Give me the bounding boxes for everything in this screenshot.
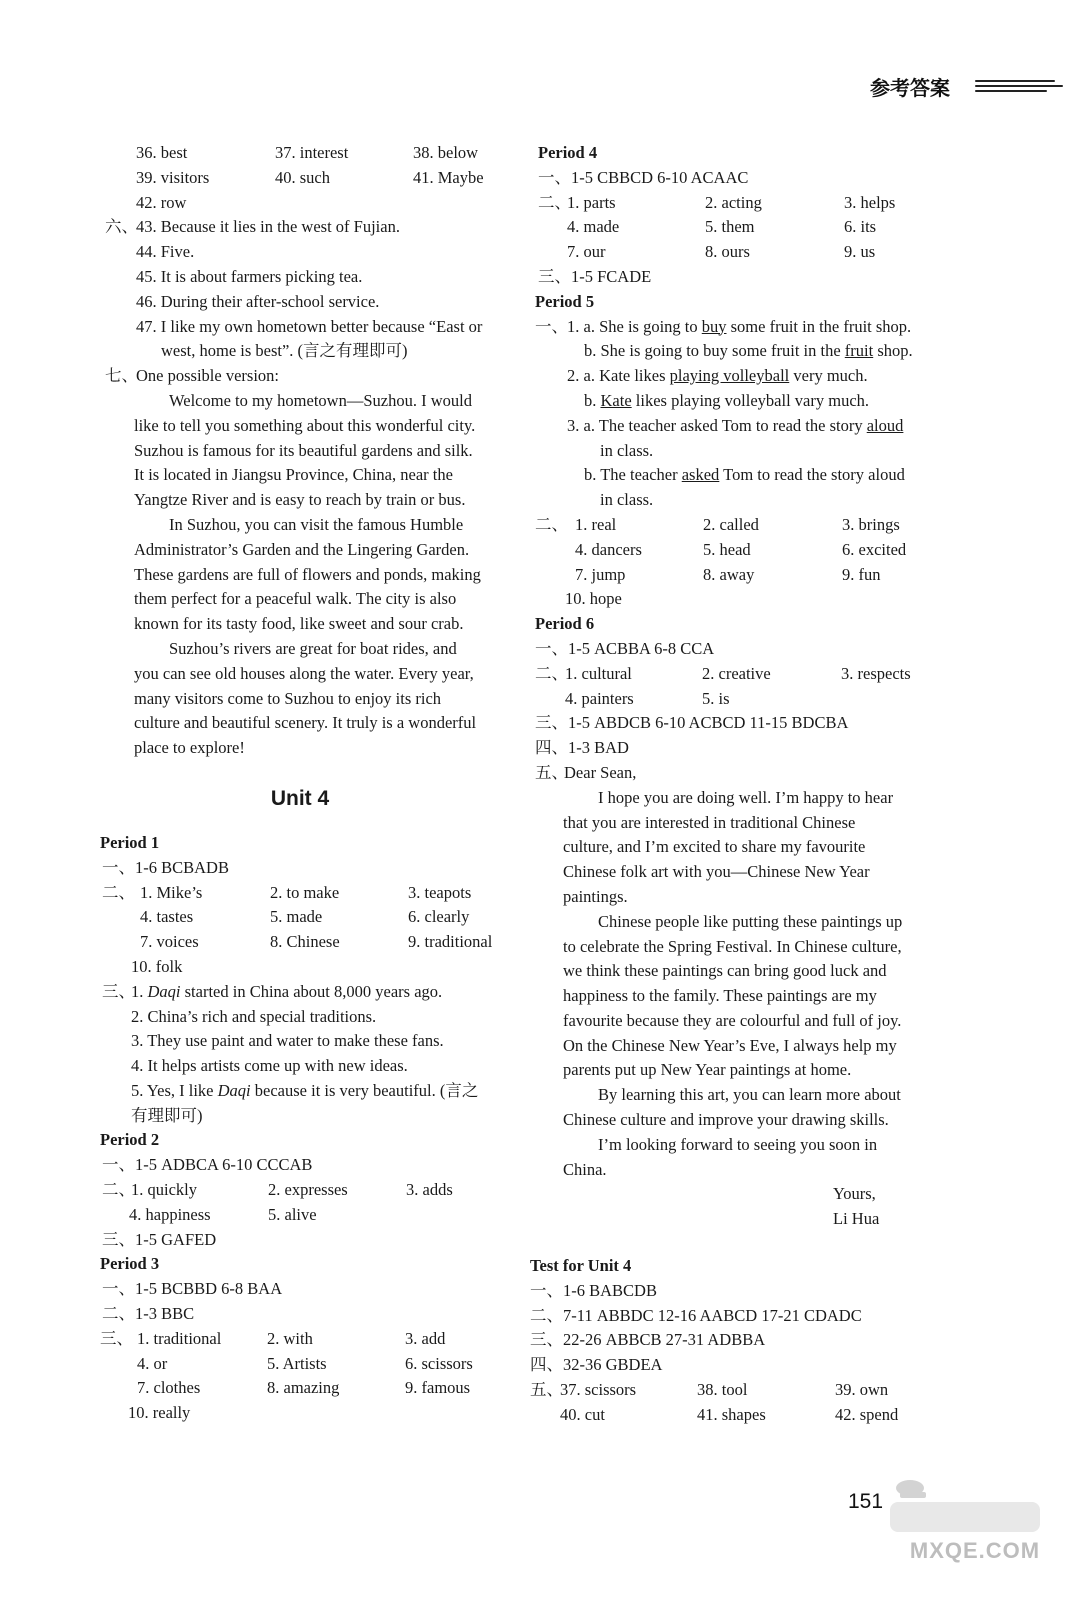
- answer-line: [535, 265, 975, 290]
- answer: 4. or: [137, 1353, 168, 1373]
- essay-line: In Suzhou, you can visit the famous Humble: [169, 514, 464, 534]
- answer-line: [535, 637, 975, 662]
- left-column: [100, 141, 530, 1426]
- section-marker: 二、: [538, 192, 571, 212]
- answer-row: [100, 1352, 530, 1377]
- answer: 39. visitors: [136, 167, 210, 187]
- answer-row: [100, 166, 530, 191]
- answer: 一、1-5 ADBCA 6-10 CCCAB: [102, 1155, 313, 1175]
- answer-line: [535, 463, 975, 488]
- answer: 2. creative: [702, 663, 771, 683]
- answer-line: [530, 1304, 975, 1329]
- answer-row: [535, 1403, 975, 1428]
- essay-line: Administrator’s Garden and the Lingering Garden.: [134, 539, 470, 559]
- answer: [567, 364, 868, 389]
- answer: 2. called: [703, 514, 759, 534]
- answer: 3. They use paint and water to make these fans.: [131, 1031, 444, 1051]
- spacer: [535, 1232, 975, 1254]
- answer-text: started in China about 8,000 years ago.: [180, 981, 443, 1001]
- answer: 三、1-5 GAFED: [102, 1229, 217, 1249]
- period-title: Period 4: [538, 143, 598, 162]
- answer-row: [530, 1378, 975, 1403]
- answer-line: [100, 339, 530, 364]
- answer: 44. Five.: [136, 242, 195, 262]
- answer: 三、22-26 ABBCB 27-31 ADBBA: [530, 1330, 766, 1350]
- answer: 3. respects: [841, 663, 911, 683]
- section-marker: 二、: [535, 663, 568, 683]
- letter-signature: Li Hua: [833, 1209, 880, 1229]
- letter-line: I hope you are doing well. I’m happy to hear: [598, 787, 894, 807]
- period-title: Period 6: [535, 614, 595, 634]
- answer-row: [100, 1327, 530, 1352]
- underlined-word: buy: [701, 316, 727, 336]
- answer-line: [100, 315, 530, 340]
- answer: 5. Artists: [267, 1353, 327, 1373]
- unit-title: Unit 4: [270, 786, 330, 810]
- answer: 9. us: [844, 242, 876, 262]
- answer: 三、1-5 FCADE: [538, 266, 652, 286]
- answer: [584, 463, 905, 488]
- underlined-word: asked: [681, 465, 720, 485]
- answer: 46. During their after-school service.: [136, 291, 380, 311]
- letter-line: parents put up New Year paintings at home.: [563, 1060, 852, 1080]
- answer: 有理即可): [131, 1105, 203, 1125]
- answer-line: [100, 1029, 530, 1054]
- watermark-logo: [880, 1468, 1060, 1568]
- essay-line: These gardens are full of flowers and ponds, making: [134, 564, 481, 584]
- answer-text: b. She is going to buy some fruit in the: [584, 341, 845, 361]
- answer: 7. our: [567, 242, 606, 262]
- letter-closing-row: [535, 1182, 975, 1207]
- answer-line: [535, 414, 975, 439]
- answer: 9. fun: [842, 564, 881, 584]
- section-marker: 五、: [530, 1380, 563, 1400]
- answer-text: because it is very beautiful. (言之: [250, 1080, 479, 1100]
- answer-line: [535, 364, 975, 389]
- answer-text: 2. a. Kate likes: [567, 366, 670, 386]
- right-column: [530, 141, 975, 1428]
- answer-line: [535, 488, 975, 513]
- answer-line: [100, 1153, 530, 1178]
- answer: 3. add: [405, 1328, 446, 1348]
- answer: 4. painters: [565, 688, 634, 708]
- answer-line: [535, 736, 975, 761]
- answer: [584, 339, 913, 364]
- answer-line: [535, 339, 975, 364]
- answer-text: b.: [584, 390, 601, 410]
- answer: 36. best: [136, 143, 188, 162]
- answer-text: b. The teacher: [584, 465, 682, 485]
- answer: 37. scissors: [560, 1380, 637, 1400]
- answer-text: Daqi: [217, 1080, 251, 1100]
- section-marker: 三、: [102, 981, 135, 1001]
- answer: 2. China’s rich and special traditions.: [131, 1006, 377, 1026]
- answer-row: [535, 563, 975, 588]
- answer: 1. cultural: [565, 663, 632, 683]
- answer-row: [535, 687, 975, 712]
- letter-line: Chinese culture and improve your drawing skills.: [563, 1110, 889, 1130]
- letter-salutation: Dear Sean,: [564, 762, 637, 782]
- answer: [131, 980, 442, 1005]
- essay-line: It is located in Jiangsu Province, China, near the: [134, 465, 453, 485]
- essay-line: you can see old houses along the water. Every year,: [134, 663, 474, 683]
- answer: 6. clearly: [408, 907, 470, 927]
- underlined-word: aloud: [866, 415, 904, 435]
- answer-row: [100, 1178, 530, 1203]
- answer: 7. voices: [140, 932, 199, 952]
- answer-row: [100, 930, 530, 955]
- answer: 3. adds: [406, 1180, 453, 1200]
- answer: [567, 315, 911, 340]
- letter-line: On the Chinese New Year’s Eve, I always help my: [563, 1035, 897, 1055]
- answer: 二、1-3 BBC: [102, 1304, 195, 1324]
- answer-row: [100, 1376, 530, 1401]
- answer: 7. clothes: [137, 1378, 201, 1398]
- section-marker: 七、: [105, 366, 138, 386]
- answer: [584, 389, 869, 414]
- answer-line: [100, 980, 530, 1005]
- answer: 4. tastes: [140, 907, 194, 927]
- letter-line: favourite because they are colourful and full of joy.: [563, 1010, 902, 1030]
- answer-line: [535, 761, 975, 786]
- answer: 2. expresses: [268, 1180, 348, 1200]
- answer-text: 3. a. The teacher asked Tom to read the story: [567, 415, 867, 435]
- answer-line: [100, 1079, 530, 1104]
- answer: 45. It is about farmers picking tea.: [136, 266, 363, 286]
- answer: 3. helps: [844, 192, 896, 212]
- period-title: Period 1: [100, 832, 160, 852]
- answer-line: [100, 290, 530, 315]
- answer: 1. Mike’s: [140, 882, 203, 902]
- answer: 9. famous: [405, 1378, 471, 1398]
- answer: 7. jump: [575, 564, 626, 584]
- answer: 一、1-5 BCBBD 6-8 BAA: [102, 1279, 283, 1299]
- answer: 2. with: [267, 1328, 313, 1348]
- answer-row: [100, 881, 530, 906]
- letter-line: China.: [563, 1159, 607, 1179]
- essay-line: Welcome to my hometown—Suzhou. I would: [169, 390, 472, 410]
- answer-text: likes playing volleyball vary much.: [631, 390, 870, 410]
- answer: 5. made: [270, 907, 323, 927]
- answer-line: [100, 215, 530, 240]
- section-marker: 二、: [102, 882, 135, 902]
- section-marker: 一、: [535, 316, 568, 336]
- answer-line: [530, 1279, 975, 1304]
- test-title: Test for Unit 4: [530, 1256, 632, 1276]
- answer-text: Daqi: [147, 981, 181, 1001]
- essay-line: like to tell you something about this wonderful city.: [134, 415, 476, 435]
- answer: 5. alive: [268, 1204, 317, 1224]
- answer: 四、32-36 GBDEA: [530, 1355, 663, 1375]
- answer: 47. I like my own hometown better because “East or: [136, 316, 483, 336]
- answer: 10. really: [128, 1403, 191, 1423]
- letter-line: Chinese folk art with you—Chinese New Year: [563, 862, 870, 882]
- answer: 8. ours: [705, 242, 750, 262]
- answer-text: some fruit in the fruit shop.: [726, 316, 912, 336]
- answer: 42. spend: [835, 1404, 899, 1424]
- letter-line: paintings.: [563, 886, 628, 906]
- essay-line: many visitors come to Suzhou to enjoy its rich: [134, 688, 442, 708]
- answer: 38. below: [413, 143, 479, 162]
- header-title: 参考答案: [870, 76, 950, 100]
- letter-body: [535, 786, 975, 1183]
- answer-line: [100, 1054, 530, 1079]
- answer-row: [100, 191, 530, 216]
- answer: 1. parts: [567, 192, 616, 212]
- answer: 40. cut: [560, 1404, 605, 1424]
- answer: 4. It helps artists come up with new ideas.: [131, 1056, 408, 1076]
- answer-text: 1. a. She is going to: [567, 316, 702, 336]
- answer-row: [100, 955, 530, 980]
- answer: 一、1-5 ACBBA 6-8 CCA: [535, 638, 715, 658]
- answer: 一、1-5 CBBCD 6-10 ACAAC: [538, 167, 749, 187]
- letter-line: we think these paintings can bring good luck and: [563, 961, 887, 981]
- letter-line: that you are interested in traditional Chinese: [563, 812, 856, 832]
- answer: 8. Chinese: [270, 932, 340, 952]
- answer: 4. dancers: [575, 539, 642, 559]
- answer: 40. such: [275, 167, 330, 187]
- section-marker: 六、: [105, 217, 138, 237]
- letter-signature-row: [535, 1207, 975, 1232]
- answer: 1. quickly: [131, 1180, 197, 1200]
- letter-line: happiness to the family. These paintings are my: [563, 986, 877, 1006]
- answer: 4. made: [567, 217, 620, 237]
- essay-line: them perfect for a peaceful walk. The city is also: [134, 589, 457, 609]
- answer: 4. happiness: [129, 1204, 211, 1224]
- letter-line: to celebrate the Spring Festival. In Chinese culture,: [563, 936, 902, 956]
- section-marker: 三、: [100, 1328, 133, 1348]
- answer-line: [100, 1277, 530, 1302]
- letter-line: Chinese people like putting these paintings up: [598, 911, 903, 931]
- underlined-word: playing volleyball: [669, 366, 790, 386]
- answer: 5. head: [703, 539, 751, 559]
- answer: 9. traditional: [408, 932, 493, 952]
- answer-row: [100, 141, 530, 166]
- answer: 5. them: [705, 217, 755, 237]
- header-decoration: [975, 80, 1065, 96]
- answer: 37. interest: [275, 143, 349, 162]
- answer: 8. amazing: [267, 1378, 340, 1398]
- answer: 10. hope: [565, 589, 622, 609]
- page-number: 151: [848, 1490, 884, 1513]
- answer: 二、7-11 ABBDC 12-16 AABCD 17-21 CDADC: [530, 1305, 862, 1325]
- answer: in class.: [600, 490, 654, 510]
- underlined-word: Kate: [600, 390, 632, 410]
- answer-row: [100, 905, 530, 930]
- answer-line: [100, 1228, 530, 1253]
- answer: 43. Because it lies in the west of Fujian.: [136, 217, 400, 237]
- answer: 三、1-5 ABDCB 6-10 ACBCD 11-15 BDCBA: [535, 713, 849, 733]
- answer: 39. own: [835, 1380, 889, 1400]
- answer: 一、1-6 BCBADB: [102, 857, 229, 877]
- period-title: Period 3: [100, 1254, 160, 1274]
- answer: 10. folk: [131, 956, 183, 976]
- answer: 1. traditional: [137, 1328, 222, 1348]
- answer-row: [535, 513, 975, 538]
- answer-row: [535, 215, 975, 240]
- answer-row: [535, 538, 975, 563]
- essay-line: known for its tasty food, like sweet and sour crab.: [134, 614, 464, 634]
- answer-line: [100, 240, 530, 265]
- letter-closing: Yours,: [833, 1184, 876, 1204]
- answer-line: [100, 265, 530, 290]
- answer-row: [535, 240, 975, 265]
- answer: 6. scissors: [405, 1353, 473, 1373]
- answer-line: [535, 389, 975, 414]
- section-marker: 二、: [535, 514, 568, 534]
- answer: 42. row: [136, 192, 187, 212]
- letter-line: By learning this art, you can learn more about: [598, 1085, 901, 1105]
- section-marker: 二、: [102, 1180, 135, 1200]
- answer-line: [535, 439, 975, 464]
- answer-row: [535, 662, 975, 687]
- essay-line: Suzhou’s rivers are great for boat rides, and: [169, 638, 457, 658]
- answer: [567, 414, 903, 439]
- answer: 38. tool: [697, 1380, 748, 1400]
- answer-line: [535, 711, 975, 736]
- answer: 一、1-6 BABCDB: [530, 1280, 657, 1300]
- essay-line: culture and beautiful scenery. It truly is a wonderful: [134, 713, 477, 733]
- answer: 2. to make: [270, 882, 340, 902]
- answer-line: [100, 1104, 530, 1129]
- essay-line: Yangtze River and is easy to reach by train or bus.: [134, 490, 466, 510]
- section-label: One possible version:: [136, 366, 279, 386]
- answer: [131, 1079, 478, 1104]
- answer: 四、1-3 BAD: [535, 738, 629, 758]
- answer-text: 1.: [131, 981, 148, 1001]
- underlined-word: fruit: [844, 341, 874, 361]
- answer-line: [530, 1328, 975, 1353]
- answer: 6. excited: [842, 539, 907, 559]
- answer-text: very much.: [789, 366, 868, 386]
- answer: 8. away: [703, 564, 755, 584]
- period-title: Period 5: [535, 291, 595, 311]
- answer: 2. acting: [705, 192, 762, 212]
- answer-line: [100, 1302, 530, 1327]
- answer: in class.: [600, 440, 654, 460]
- section-marker: 五、: [535, 762, 568, 782]
- answer: 5. is: [702, 688, 730, 708]
- letter-line: I’m looking forward to seeing you soon in: [598, 1134, 878, 1154]
- answer-line: [535, 315, 975, 340]
- answer-row: [535, 587, 975, 612]
- answer: 1. real: [575, 514, 617, 534]
- answer-text: shop.: [873, 341, 913, 361]
- answer: 6. its: [844, 217, 877, 237]
- essay: [100, 389, 530, 761]
- answer-line: [100, 364, 530, 389]
- period-title: Period 2: [100, 1130, 160, 1150]
- answer-row: [535, 191, 975, 216]
- watermark-text: MXQE.COM: [909, 1538, 1041, 1563]
- answer: west, home is best”. (言之有理即可): [161, 341, 408, 361]
- answer: 41. shapes: [697, 1404, 766, 1424]
- answer-line: [100, 1005, 530, 1030]
- answer-row: [100, 1401, 530, 1426]
- answer-text: 5. Yes, I like: [131, 1080, 218, 1100]
- answer-line: [530, 1353, 975, 1378]
- answer: 3. teapots: [408, 882, 472, 902]
- answer-line: [535, 166, 975, 191]
- answer: 41. Maybe: [413, 167, 484, 187]
- essay-line: Suzhou is famous for its beautiful gardens and silk.: [134, 440, 473, 460]
- letter-line: culture, and I’m excited to share my favourite: [563, 837, 866, 857]
- answer: 3. brings: [842, 514, 900, 534]
- answer-row: [100, 1203, 530, 1228]
- essay-line: place to explore!: [134, 738, 245, 758]
- answer-line: [100, 856, 530, 881]
- answer-text: Tom to read the story aloud: [719, 465, 905, 485]
